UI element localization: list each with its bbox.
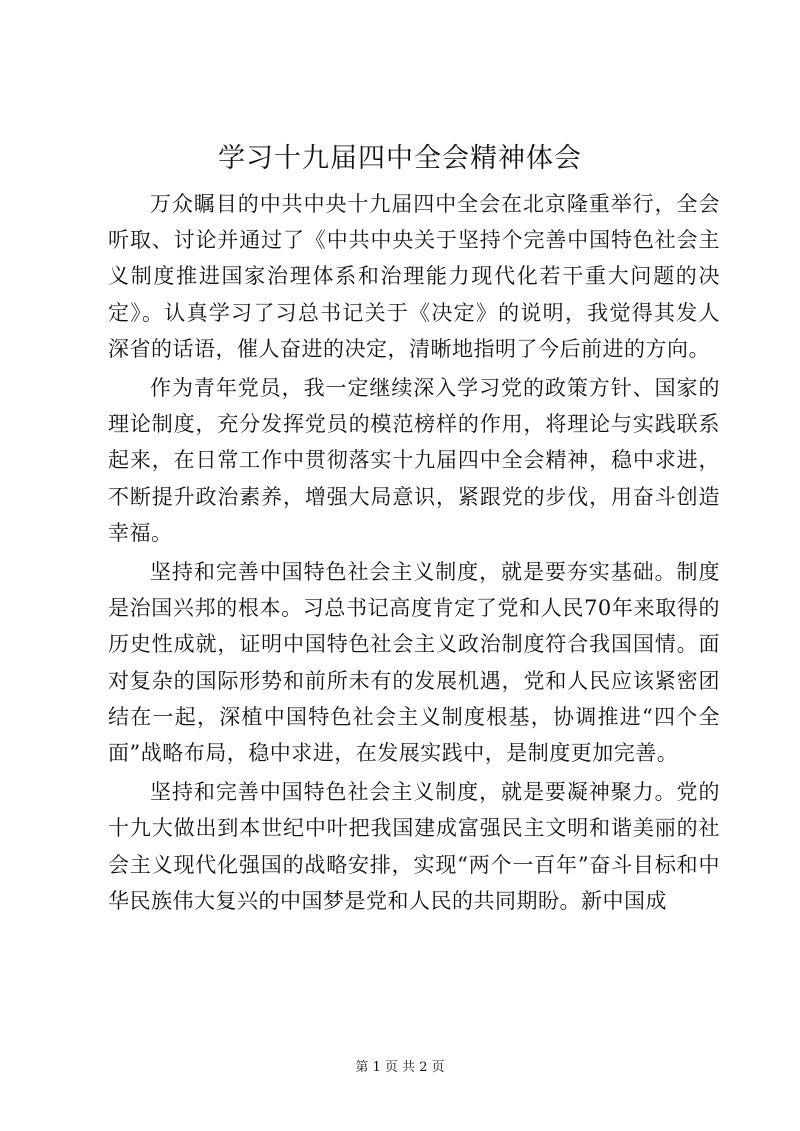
document-title: 学习十九届四中全会精神体会: [218, 143, 582, 174]
paragraph-1: 万众瞩目的中共中央十九届四中全会在北京隆重举行，全会听取、讨论并通过了《中共中央关于坚持个完善中国特色社会主义制度推进国家治理体系和治理能力现代化若干重大问题的决定》。认真学习了习总书记关于《决定》的说明，我觉得其发人深省的话语，催人奋进的决定，清晰地指明了今后前进的方向。: [108, 192, 720, 361]
page-number-footer: 第 1 页 共 2 页: [355, 1060, 445, 1075]
paragraph-3: 坚持和完善中国特色社会主义制度，就是要夯实基础。制度是治国兴邦的根本。习总书记高度肯定了党和人民70年来取得的历史性成就，证明中国特色社会主义政治制度符合我国国情。面对复杂的国际形势和前所未有的发展机遇，党和人民应该紧密团结在一起，深植中国特色社会主义制度根基，协调推进“四个全面”战略布局，稳中求进，在发展实践中，是制度更加完善。: [108, 560, 720, 766]
paragraph-4: 坚持和完善中国特色社会主义制度，就是要凝神聚力。党的十九大做出到本世纪中叶把我国建成富强民主文明和谐美丽的社会主义现代化强国的战略安排，实现“两个一百年”奋斗目标和中华民族伟大复兴的中国梦是党和人民的共同期盼。新中国成: [108, 780, 720, 913]
paragraph-2: 作为青年党员，我一定继续深入学习党的政策方针、国家的理论制度，充分发挥党员的模范榜样的作用，将理论与实践联系起来，在日常工作中贯彻落实十九届四中全会精神，稳中求进，不断提升政治素养，增强大局意识，紧跟党的步伐，用奋斗创造幸福。: [108, 376, 720, 545]
document-body: [108, 186, 720, 922]
